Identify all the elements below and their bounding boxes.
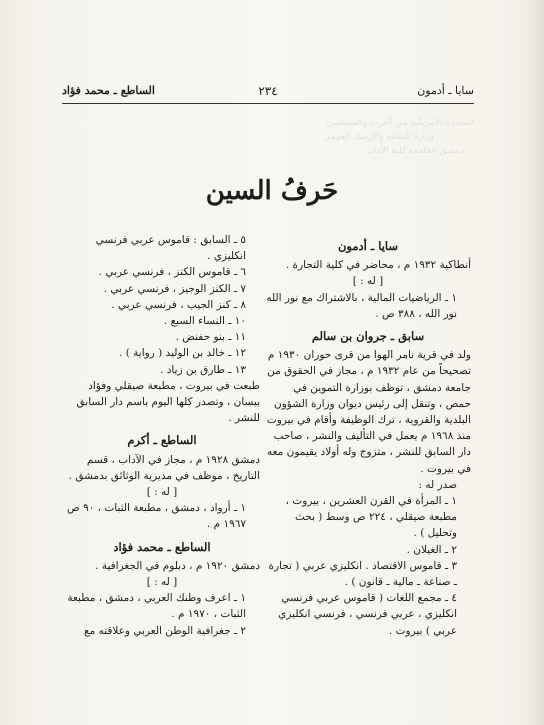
- work-item: ١٣ ـ طارق بن زياد .: [160, 363, 246, 376]
- entry-heading: الساطع ـ محمد فؤاد: [113, 539, 211, 554]
- entry-paragraph: دمشق ١٩٢٠ م ، دبلوم في الجغرافية .: [95, 559, 260, 572]
- work-item: صدر له :: [418, 478, 457, 491]
- works-label: [ له : ]: [146, 576, 178, 589]
- bleed-through-text-2: ﻭﺯﺍﺭﺓ ﺍﻟﺜﻘﺎﻓﺔ ﻭﺍﻹﺭﺷﺎﺩ ﺍﻟﻘﻮﻣﻲ: [323, 132, 434, 142]
- work-item: ١ ـ اعرف وطنك العربي ، دمشق ، مطبعة الثبات ، ١٩٧٠ م .: [67, 592, 246, 621]
- page-number: ٢٣٤: [258, 84, 278, 98]
- header-left-entry: الساطع ـ محمد فؤاد: [62, 84, 155, 97]
- header-rule: [62, 103, 474, 104]
- works-label: [ له : ]: [352, 275, 384, 288]
- bleed-through-text-3: ﺩﻣﺸﻖ ﺍﻟﺠﺎﻣﻌﺔ ﻛﻠﻴﺔ ﺍﻵﺩﺍﺏ: [365, 146, 464, 156]
- work-item: ٢ ـ الغيلان .: [406, 543, 457, 556]
- work-item: ٤ ـ مجمع اللغات ( قاموس عربي فرنسي انكليزي ، عربي فرنسي ، فرنسي انكليزي عربي ) بيروت .: [278, 592, 457, 637]
- page-spine-shadow: [526, 0, 544, 725]
- entry-paragraph: أنطاكية ١٩٣٢ م ، محاضر في كلية التجارة .: [285, 259, 471, 272]
- work-item: ١ ـ أرواد ، دمشق ، مطبعة الثبات ، ٩٠ ص ١٩٦٧ م .: [67, 502, 246, 531]
- work-item: ٦ ـ قاموس الكنز ، فرنسي عربي .: [98, 266, 246, 279]
- work-item: ٧ ـ الكنز الوجيز ، فرنسي عربي .: [103, 282, 246, 295]
- work-item: ١١ ـ بنو حفنض .: [175, 331, 246, 344]
- work-item: ١٢ ـ خالد بن الوليد ( رواية ) .: [119, 347, 246, 360]
- bleed-through-text-1: ﺍﻟﻤﺘﺤﺪﺓ ﺍﻷﻣﺮﻳﻜﻴﺔ ﻣﻦ ﺍﻟﻌﺮﺏ ﻭﺍﻟﻤﺴﻠﻤﻴﻦ: [326, 118, 474, 128]
- entry-paragraph: طبعت في بيروت ، مطبعة صيقلي وفؤاد بيسان ، وتصدر كلها اليوم باسم دار السابق للنشر .: [76, 379, 260, 425]
- section-title: حَرفُ السين: [205, 176, 339, 206]
- work-item: ٥ ـ السابق : قاموس عربي فرنسي انكليزي .: [95, 234, 246, 263]
- entry-paragraph: ولد في قرية نامر الهوا من قرى حوران ١٩٣٠ م تصحيحاً من عام ١٩٣٢ م ، مجاز في الحقوق من جامعة دمشق ، توظف بوزارة التموين في حمص ، وتنقل إلى رئيس ديوان وزارة الشؤون البلدية والقروية ، ترك الوظيفة وأقام في بيروت منذ ١٩٦٨ م يعمل في التأليف والنشر ، صاحب دار السابق للنشر ، متزوج وله أولاد يقيمون معه في بيروت .: [266, 349, 471, 475]
- right-column: [265, 232, 471, 639]
- work-item: ١ ـ المرأة في القرن العشرين ، بيروت ، مطبعة صيقلي ، ٢٢٤ ص وسط ( بحث وتحليل ) .: [285, 495, 457, 540]
- work-item: ٨ ـ كنز الجيب ، فرنسي عربي .: [111, 298, 246, 311]
- running-header: [62, 84, 474, 102]
- works-label: [ له : ]: [146, 486, 178, 499]
- left-column: [64, 232, 260, 639]
- entry-heading: سايا ـ أدمون: [337, 239, 399, 253]
- entry-paragraph: دمشق ١٩٢٨ م ، مجاز في الآداب ، قسم التاريخ ، موظف في مديرية الوثائق بدمشق .: [68, 453, 260, 482]
- work-item: ٢ ـ جغرافية الوطن العربي وعلاقته مع: [84, 624, 246, 637]
- work-item: ٣ ـ قاموس الاقتصاد . انكليزي عربي ( تجارة ـ صناعة ـ مالية ـ قانون ) .: [268, 559, 457, 589]
- work-item: ١٠ ـ النساء السبع .: [163, 315, 246, 328]
- entry-heading: الساطع ـ أكرم: [127, 433, 197, 448]
- work-item: ١ ـ الرياضيات المالية ، بالاشتراك مع نور الله نور الله ، ٣٨٨ ص .: [266, 291, 457, 320]
- header-right-entry: سايا ـ أدمون: [417, 84, 474, 97]
- entry-heading: سابق ـ جروان بن سالم: [311, 329, 425, 344]
